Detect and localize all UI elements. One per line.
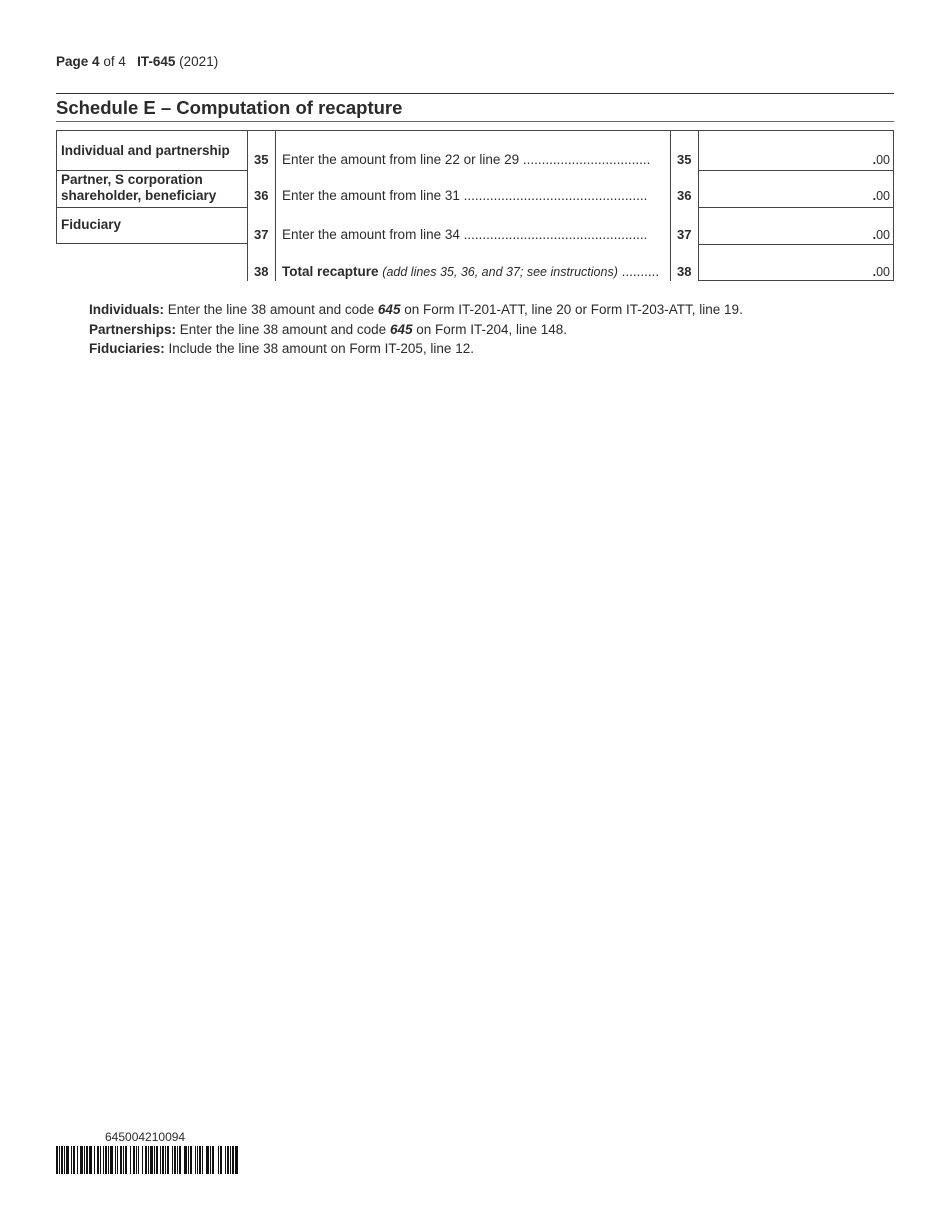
- line-35-number: 35: [254, 152, 269, 167]
- line-35-box-number: 35: [677, 152, 692, 167]
- category-individual-partnership: Individual and partnership: [61, 143, 230, 158]
- line-36-text: Enter the amount from line 31 .................................................: [282, 188, 648, 203]
- schedule-title: Schedule E – Computation of recapture: [56, 97, 403, 118]
- partnerships-text-1: Enter the line 38 amount and code: [176, 321, 390, 337]
- page-word: Page: [56, 54, 89, 69]
- page-of: of 4: [103, 54, 126, 69]
- line-37-number: 37: [254, 227, 269, 242]
- line-38-box-number: 38: [677, 264, 692, 279]
- instruction-individuals: [89, 300, 743, 320]
- schedule-title-bar: [56, 93, 894, 122]
- line-38-amount-field[interactable]: [873, 265, 890, 279]
- page-number: 4: [92, 54, 100, 69]
- line-36-cents: 00: [876, 189, 890, 203]
- partnerships-label: Partnerships:: [89, 321, 177, 337]
- category-partner-line2: shareholder, beneficiary: [61, 188, 217, 203]
- form-year: (2021): [179, 54, 219, 69]
- category-fiduciary: Fiduciary: [61, 217, 122, 232]
- recapture-table: [56, 130, 894, 281]
- line-38-text-italic: (add lines 35, 36, and 37; see instructions): [382, 265, 618, 279]
- instruction-fiduciaries: [89, 339, 743, 359]
- instructions: [89, 300, 743, 359]
- fiduciaries-text: Include the line 38 amount on Form IT-205, line 12.: [164, 341, 474, 356]
- category-partner-line1: Partner, S corporation: [61, 172, 203, 187]
- line-37-amount-field[interactable]: [873, 228, 890, 242]
- page-header: [56, 54, 218, 69]
- decimal-point: .: [872, 153, 877, 167]
- form-id: IT-645: [137, 54, 176, 69]
- decimal-point: .: [872, 189, 877, 203]
- fiduciaries-label: Fiduciaries:: [89, 341, 165, 356]
- line-38-text: [282, 264, 659, 279]
- instruction-partnerships: [89, 320, 743, 340]
- barcode-image: [56, 1146, 238, 1174]
- barcode-number: 645004210094: [105, 1130, 186, 1144]
- line-36-amount-field[interactable]: [873, 189, 890, 203]
- line-37-box-number: 37: [677, 227, 692, 242]
- line-35-cents: 00: [876, 153, 890, 167]
- line-38-number: 38: [254, 264, 269, 279]
- line-36-box-number: 36: [677, 188, 692, 203]
- partnerships-text-2: on Form IT-204, line 148.: [412, 321, 568, 337]
- line-38-dots: ..........: [617, 264, 660, 279]
- line-37-cents: 00: [876, 228, 890, 242]
- partnerships-code: 645: [389, 321, 413, 337]
- line-38-text-bold: Total recapture: [282, 264, 379, 279]
- decimal-point: .: [872, 228, 877, 242]
- line-36-number: 36: [254, 188, 269, 203]
- individuals-code: 645: [377, 302, 401, 317]
- individuals-label: Individuals:: [89, 302, 165, 317]
- individuals-text-1: Enter the line 38 amount and code: [164, 302, 378, 317]
- line-35-text: Enter the amount from line 22 or line 29 ..................................: [282, 152, 651, 167]
- line-38-cents: 00: [876, 265, 890, 279]
- line-37-text: Enter the amount from line 34 .................................................: [282, 227, 648, 242]
- line-35-amount-field[interactable]: [873, 153, 890, 167]
- decimal-point: .: [872, 265, 877, 279]
- individuals-text-2: on Form IT-201-ATT, line 20 or Form IT-203-ATT, line 19.: [400, 302, 743, 317]
